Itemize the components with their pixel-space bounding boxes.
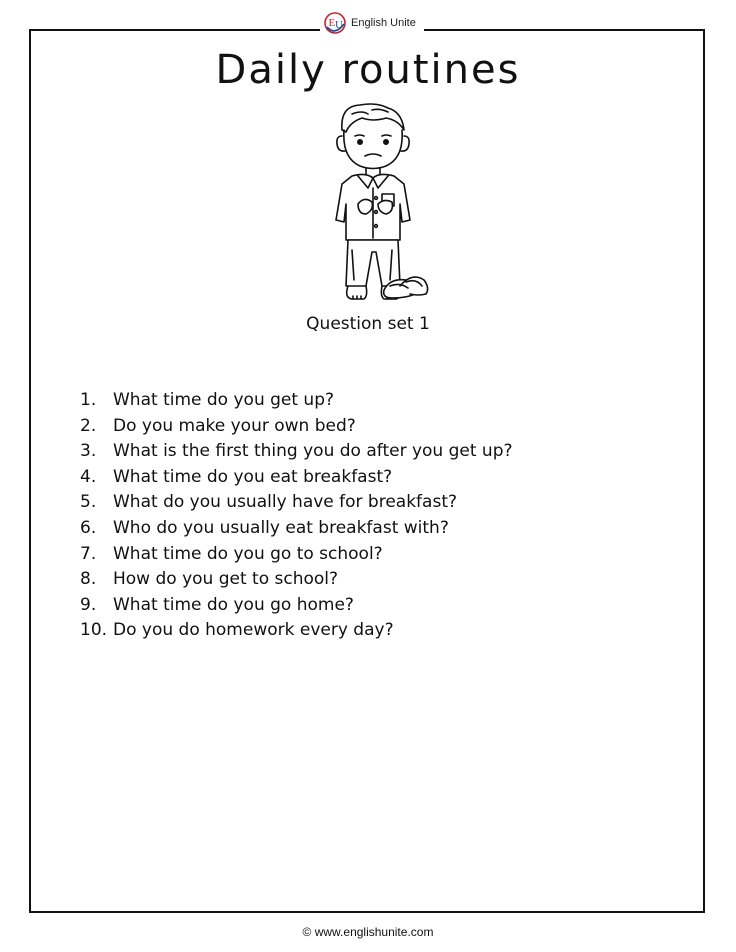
svg-text:E: E bbox=[328, 17, 336, 29]
question-number: 2. bbox=[80, 415, 97, 436]
english-unite-logo-icon bbox=[322, 10, 348, 36]
question-number: 10. bbox=[80, 620, 108, 641]
svg-text:U: U bbox=[335, 19, 343, 31]
question-text: Do you do homework every day? bbox=[113, 620, 394, 641]
question-number: 8. bbox=[80, 569, 97, 590]
question-item bbox=[80, 618, 680, 644]
worksheet-title: Daily routines bbox=[215, 47, 521, 93]
question-number: 1. bbox=[80, 390, 97, 410]
question-item bbox=[80, 465, 680, 491]
question-list bbox=[80, 388, 680, 644]
logo-text: English Unite bbox=[351, 17, 416, 29]
boy-pajamas-illustration bbox=[322, 100, 432, 306]
question-number: 6. bbox=[80, 517, 97, 538]
question-item bbox=[80, 388, 680, 414]
question-item bbox=[80, 414, 680, 440]
question-number: 7. bbox=[80, 543, 97, 564]
question-text: How do you get to school? bbox=[113, 569, 339, 590]
question-text: What is the first thing you do after you get up? bbox=[113, 441, 513, 462]
footer-copyright: © www.englishunite.com bbox=[302, 925, 434, 939]
question-item bbox=[80, 593, 680, 619]
question-text: What time do you eat breakfast? bbox=[113, 466, 393, 487]
question-text: Do you make your own bed? bbox=[113, 415, 356, 436]
question-number: 5. bbox=[80, 492, 97, 513]
question-number: 4. bbox=[80, 466, 97, 487]
question-text: What time do you go home? bbox=[113, 594, 354, 615]
question-text: What do you usually have for breakfast? bbox=[113, 492, 458, 513]
question-item bbox=[80, 490, 680, 516]
question-text: Who do you usually eat breakfast with? bbox=[113, 517, 449, 538]
question-text: What time do you get up? bbox=[113, 390, 335, 410]
question-number: 9. bbox=[80, 594, 97, 615]
question-set-label: Question set 1 bbox=[306, 314, 430, 334]
question-item bbox=[80, 567, 680, 593]
question-item bbox=[80, 542, 680, 568]
question-item bbox=[80, 516, 680, 542]
question-text: What time do you go to school? bbox=[113, 543, 383, 564]
question-item bbox=[80, 439, 680, 465]
site-logo bbox=[320, 10, 424, 36]
question-number: 3. bbox=[80, 441, 97, 462]
